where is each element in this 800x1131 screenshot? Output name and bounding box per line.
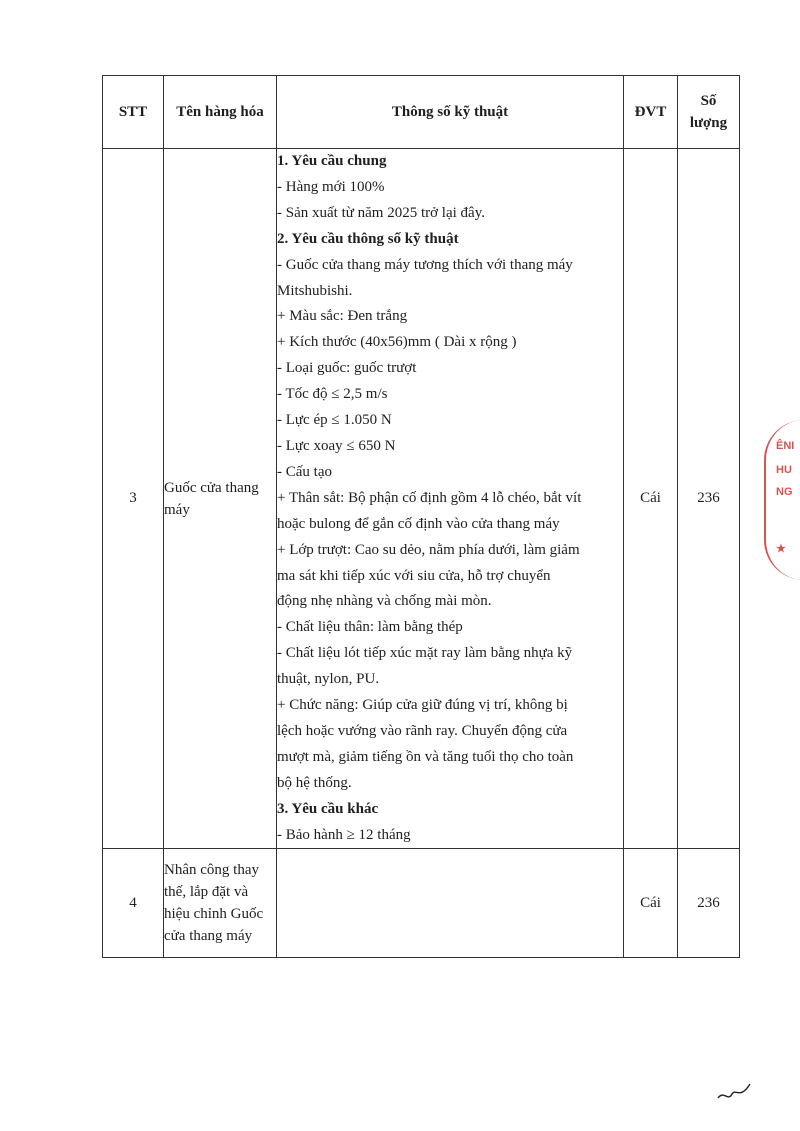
row-unit: Cái	[624, 149, 678, 849]
spec-line: hoặc bulong để gắn cố định vào cửa thang máy	[277, 515, 560, 532]
spec-line: - Chất liệu lót tiếp xúc mặt ray làm bằng nhựa kỹ	[277, 645, 573, 662]
spec-line: - Cấu tạo	[277, 463, 332, 480]
table-header-row	[103, 76, 740, 149]
spec-line: Mitshubishi.	[277, 282, 353, 299]
spec-line: - Loại guốc: guốc trượt	[277, 360, 417, 377]
stamp-text-2: HU	[776, 464, 792, 476]
row-unit: Cái	[624, 849, 678, 958]
spec-section-heading: 2. Yêu cầu thông số kỹ thuật	[277, 230, 459, 247]
stamp-text-3: NG	[776, 486, 793, 498]
red-seal-stamp	[764, 420, 800, 580]
row-name: Guốc cửa thang máy	[164, 149, 277, 849]
spec-section-heading: 1. Yêu cầu chung	[277, 153, 387, 169]
header-spec: Thông số kỹ thuật	[277, 76, 624, 149]
spec-line: bộ hệ thống.	[277, 774, 352, 791]
table-row	[103, 849, 740, 958]
row-stt: 3	[103, 149, 164, 849]
row-spec-empty	[277, 849, 624, 958]
spec-line: + Chức năng: Giúp cửa giữ đúng vị trí, không bị	[277, 697, 568, 714]
spec-line: - Sản xuất từ năm 2025 trở lại đây.	[277, 204, 485, 221]
header-quantity-line2: lượng	[689, 115, 728, 131]
header-name: Tên hàng hóa	[164, 76, 277, 149]
spec-line: + Thân sắt: Bộ phận cố định gồm 4 lỗ chéo, bắt vít	[277, 489, 582, 506]
header-quantity-line1: Số	[700, 93, 717, 109]
header-unit: ĐVT	[624, 76, 678, 149]
spec-section-heading: 3. Yêu cầu khác	[277, 800, 379, 817]
table-row	[103, 149, 740, 849]
spec-line: - Bảo hành ≥ 12 tháng	[277, 826, 411, 843]
spec-lines	[277, 149, 623, 848]
spec-line: ma sát khi tiếp xúc với siu cửa, hỗ trợ chuyển	[277, 567, 551, 584]
spec-line: - Tốc độ ≤ 2,5 m/s	[277, 386, 388, 403]
spec-line: lệch hoặc vướng vào rãnh ray. Chuyển động cửa	[277, 722, 568, 739]
spec-line: - Lực xoay ≤ 650 N	[277, 437, 396, 454]
spec-line: + Lớp trượt: Cao su dẻo, nằm phía dưới, làm giảm	[277, 541, 580, 558]
spec-line: - Chất liệu thân: làm bằng thép	[277, 619, 463, 636]
header-quantity	[678, 76, 740, 149]
header-stt: STT	[103, 76, 164, 149]
stamp-text-1: ÊNI	[776, 440, 795, 452]
spec-line: + Kích thước (40x56)mm ( Dài x rộng )	[277, 334, 517, 351]
spec-line: động nhẹ nhàng và chống mài mòn.	[277, 593, 492, 610]
specification-table	[102, 75, 740, 958]
spec-line: - Guốc cửa thang máy tương thích với thang máy	[277, 256, 573, 273]
spec-line: thuật, nylon, PU.	[277, 671, 380, 688]
row-name: Nhân công thay thế, lắp đặt và hiệu chỉnh Guốc cửa thang máy	[164, 849, 277, 958]
signature-mark	[716, 1080, 752, 1104]
spec-line: + Màu sắc: Đen trắng	[277, 308, 408, 325]
row-stt: 4	[103, 849, 164, 958]
row-quantity: 236	[678, 149, 740, 849]
stamp-star-icon: ★	[776, 543, 786, 555]
row-spec	[277, 149, 624, 849]
spec-line: - Lực ép ≤ 1.050 N	[277, 412, 392, 429]
spec-line: - Hàng mới 100%	[277, 178, 385, 195]
spec-line: mượt mà, giảm tiếng ồn và tăng tuổi thọ cho toàn	[277, 748, 574, 765]
row-quantity: 236	[678, 849, 740, 958]
